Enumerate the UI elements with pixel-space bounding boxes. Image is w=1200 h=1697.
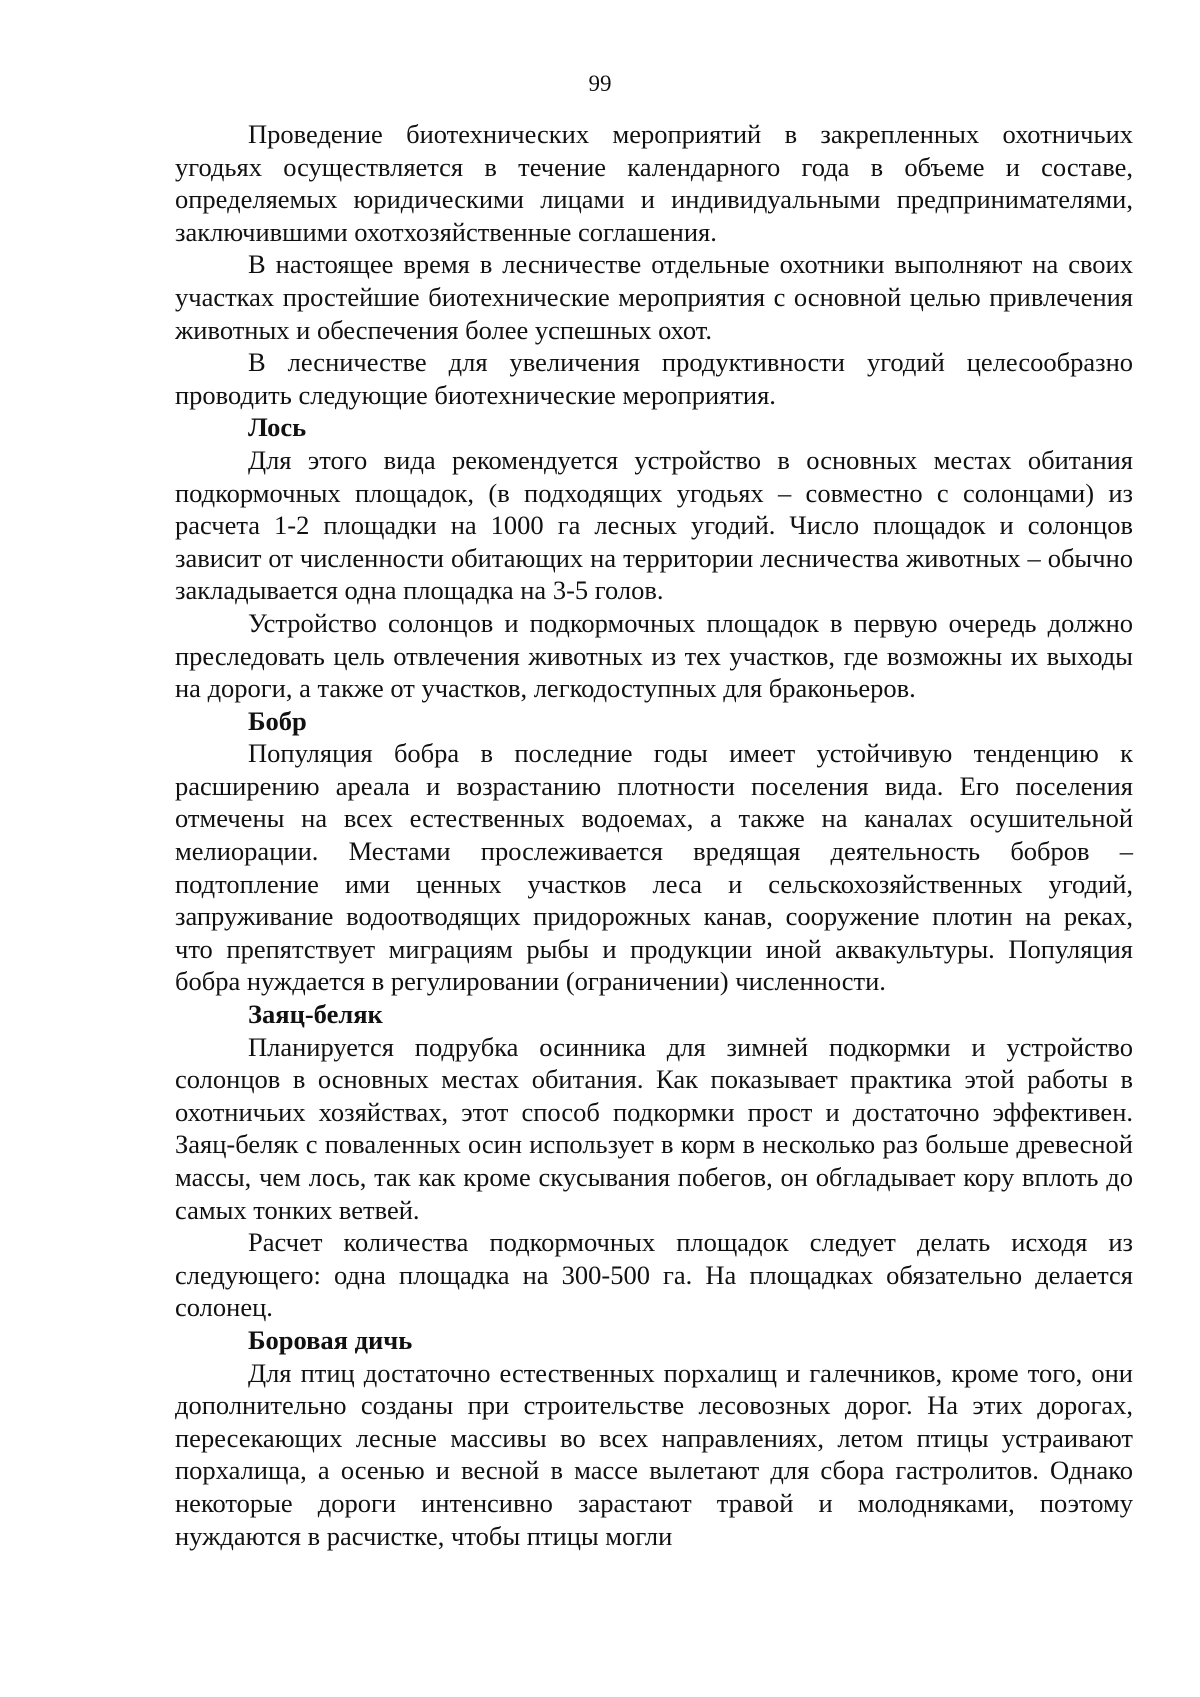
moose-paragraph-1: Для этого вида рекомендуется устройство в основных местах обитания подкормочных площадок, (в подходящих угодьях – совместно с солонцами) из расчета 1-2 площадки на 1000 га лесных угодий. Число площадок и солонцов зависит от численности обитающих на территории лесничества животных – обычно закладывается одна площадка на 3-5 голов. [175,444,1133,606]
section-heading-moose: Лось [248,412,307,443]
section-heading-forest-game: Боровая дичь [248,1324,413,1355]
page-number: 99 [588,71,612,96]
moose-paragraph-2: Устройство солонцов и подкормочных площадок в первую очередь должно преследовать цель отвлечения животных из тех участков, где возможны их выходы на дороги, а также от участков, легкодоступных для браконьеров. [175,607,1133,704]
section-heading-beaver: Бобр [248,705,307,736]
section-heading-hare: Заяц-беляк [248,999,383,1030]
intro-paragraph-2: В настоящее время в лесничестве отдельные охотники выполняют на своих участках простейшие биотехнические мероприятия с основной целью привлечения животных и обеспечения более успешных охот. [175,249,1133,345]
forest-game-paragraph-1: Для птиц достаточно естественных порхалищ и галечников, кроме того, они дополнительно созданы при строительстве лесовозных дорог. На этих дорогах, пересекающих лесные массивы во всех направлениях, летом птицы устраивают порхалища, а осенью и весной в массе вылетают для сбора гастролитов. Однако некоторые дороги интенсивно зарастают травой и молодняками, поэтому нуждаются в расчистке, чтобы птицы могли [175,1357,1133,1551]
intro-paragraph-3: В лесничестве для увеличения продуктивности угодий целесообразно проводить следующие биотехнические мероприятия. [175,347,1133,410]
page-content [175,118,1133,1552]
hare-paragraph-2: Расчет количества подкормочных площадок следует делать исходя из следующего: одна площадка на 300-500 га. На площадках обязательно делается солонец. [175,1227,1133,1323]
beaver-paragraph-1: Популяция бобра в последние годы имеет устойчивую тенденцию к расширению ареала и возрастанию плотности поселения вида. Его поселения отмечены на всех естественных водоемах, а также на каналах осушительной мелиорации. Местами прослеживается вредящая деятельность бобров – подтопление ими ценных участков леса и сельскохозяйственных угодий, запруживание водоотводящих придорожных канав, сооружение плотин на реках, что препятствует миграциям рыбы и продукции иной аквакультуры. Популяция бобра нуждается в регулировании (ограничении) численности. [175,738,1133,997]
intro-paragraph-1: Проведение биотехнических мероприятий в закрепленных охотничьих угодьях осуществляется в течение календарного года в объеме и составе, определяемых юридическими лицами и индивидуальными предпринимателями, заключившими охотхозяйственные соглашения. [175,119,1133,247]
hare-paragraph-1: Планируется подрубка осинника для зимней подкормки и устройство солонцов в основных местах обитания. Как показывает практика этой работы в охотничьих хозяйствах, этот способ подкормки прост и достаточно эффективен. Заяц-беляк с поваленных осин использует в корм в несколько раз больше древесной массы, чем лось, так как кроме скусывания побегов, он обгладывает кору вплоть до самых тонких ветвей. [175,1031,1133,1225]
